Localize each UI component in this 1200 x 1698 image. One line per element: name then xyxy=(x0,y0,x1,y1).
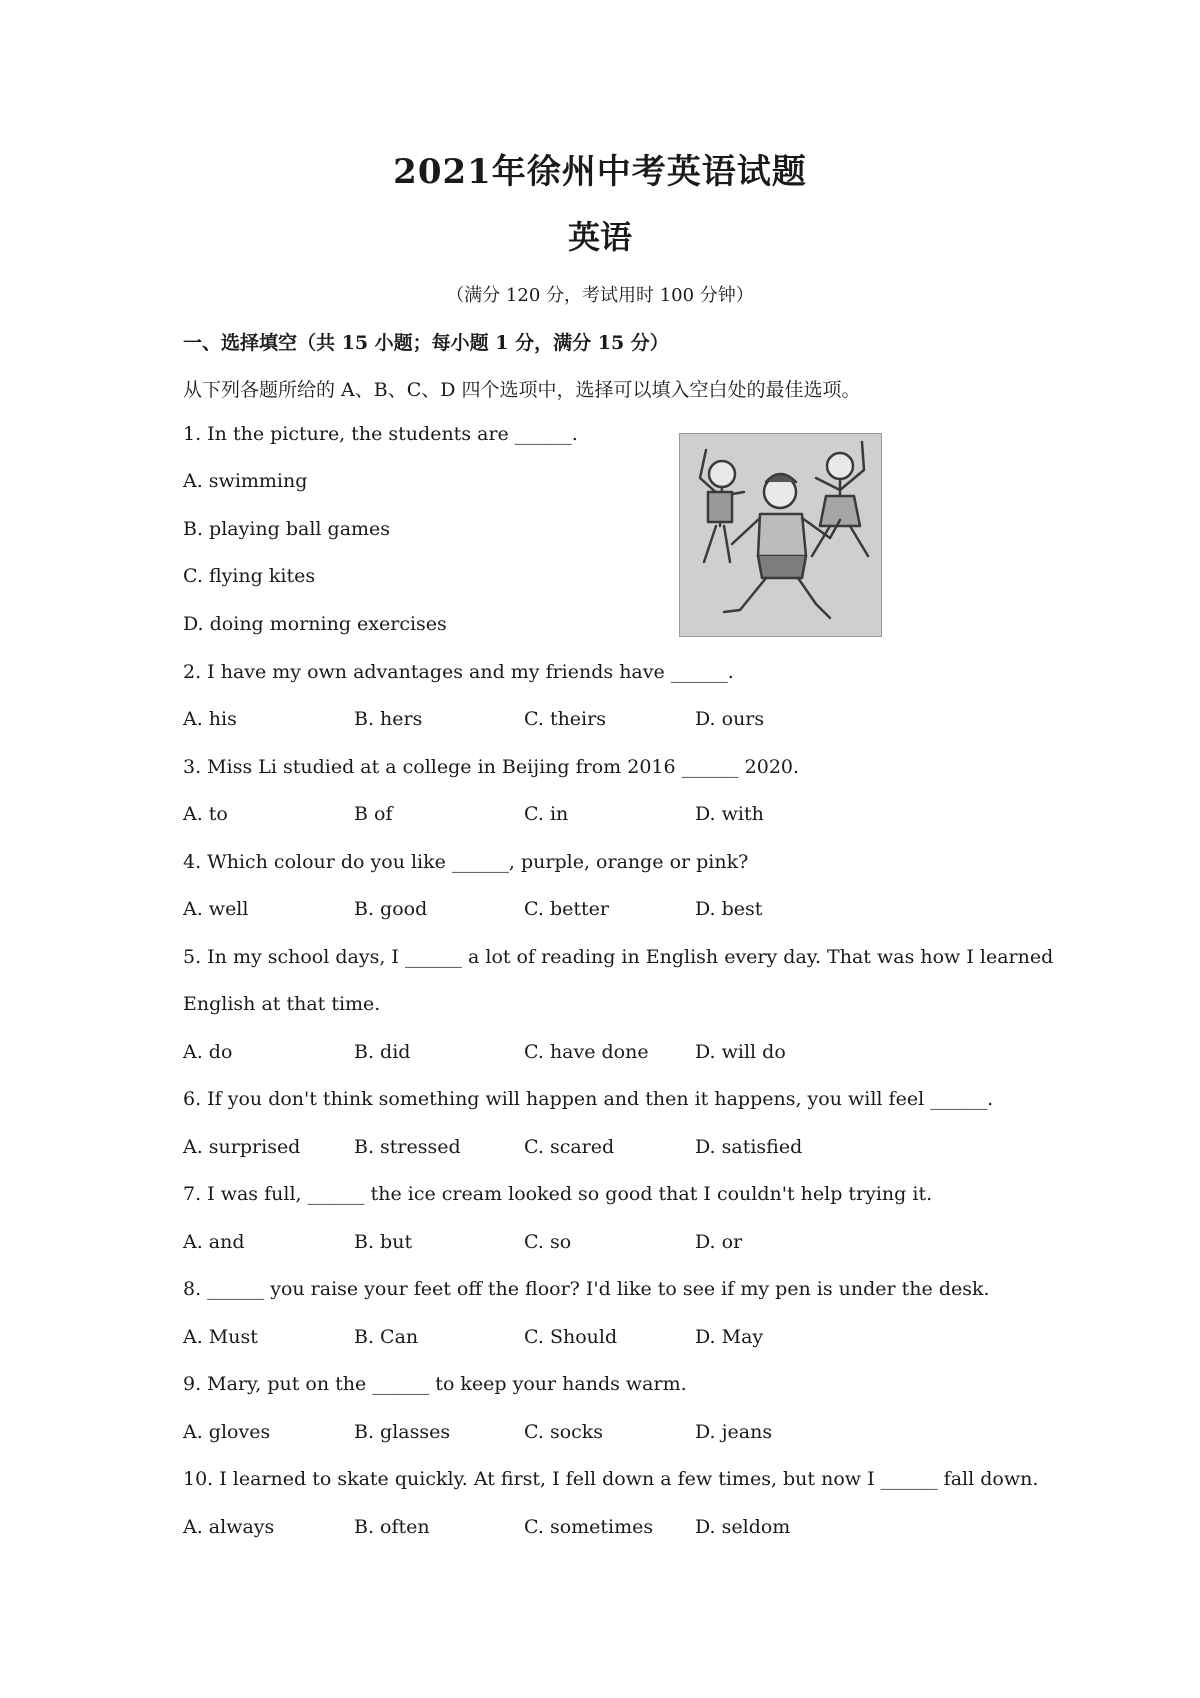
question-7-option-c: C. so xyxy=(524,1231,572,1253)
question-8-stem: 8. ______ you raise your feet off the floor? I'd like to see if my pen is under the desk. xyxy=(183,1278,990,1300)
question-1-option-d: D. doing morning exercises xyxy=(183,613,447,635)
question-1-option-b: B. playing ball games xyxy=(183,518,391,540)
question-6-stem: 6. If you don't think something will happen and then it happens, you will feel ______. xyxy=(183,1088,994,1110)
question-2-stem: 2. I have my own advantages and my friends have ______. xyxy=(183,661,734,683)
question-1-stem: 1. In the picture, the students are ______. xyxy=(183,423,578,445)
question-10-stem: 10. I learned to skate quickly. At first, I fell down a few times, but now I ______ fall down. xyxy=(183,1468,1039,1490)
question-8-option-b: B. Can xyxy=(354,1326,419,1348)
question-9-option-b: B. glasses xyxy=(354,1421,451,1443)
question-9-option-c: C. socks xyxy=(524,1421,604,1443)
question-5-option-d: D. will do xyxy=(695,1041,786,1063)
question-7-option-d: D. or xyxy=(695,1231,743,1253)
question-4-option-c: C. better xyxy=(524,898,609,920)
question-10-option-c: C. sometimes xyxy=(524,1516,654,1538)
question-9-option-d: D. jeans xyxy=(695,1421,773,1443)
question-6-option-d: D. satisfied xyxy=(695,1136,803,1158)
question-9-stem: 9. Mary, put on the ______ to keep your hands warm. xyxy=(183,1373,687,1395)
question-1-option-c: C. flying kites xyxy=(183,565,316,587)
question-5-option-b: B. did xyxy=(354,1041,411,1063)
question-4-stem: 4. Which colour do you like ______, purple, orange or pink? xyxy=(183,851,749,873)
question-1-option-a: A. swimming xyxy=(183,470,308,492)
question-8-option-c: C. Should xyxy=(524,1326,618,1348)
question-3-option-b: B of xyxy=(354,803,393,825)
question-9-option-a: A. gloves xyxy=(183,1421,271,1443)
question-7-option-b: B. but xyxy=(354,1231,413,1253)
question-5-option-a: A. do xyxy=(183,1041,233,1063)
question-4-option-b: B. good xyxy=(354,898,428,920)
question-2-option-d: D. ours xyxy=(695,708,765,730)
question-8-option-d: D. May xyxy=(695,1326,764,1348)
section-heading: 一、选择填空（共 15 小题；每小题 1 分，满分 15 分） xyxy=(183,332,669,354)
question-2-option-c: C. theirs xyxy=(524,708,606,730)
question-7-stem: 7. I was full, ______ the ice cream looked so good that I couldn't help trying it. xyxy=(183,1183,933,1205)
question-3-option-d: D. with xyxy=(695,803,764,825)
question-3-option-a: A. to xyxy=(183,803,228,825)
subject-title: 英语 xyxy=(567,218,632,256)
students-exercising-illustration xyxy=(679,433,882,637)
question-2-option-b: B. hers xyxy=(354,708,423,730)
question-4-option-d: D. best xyxy=(695,898,763,920)
question-6-option-b: B. stressed xyxy=(354,1136,461,1158)
question-6-option-c: C. scared xyxy=(524,1136,615,1158)
question-7-option-a: A. and xyxy=(183,1231,245,1253)
exam-info: （满分 120 分，考试用时 100 分钟） xyxy=(446,285,754,306)
question-6-option-a: A. surprised xyxy=(183,1136,301,1158)
question-8-option-a: A. Must xyxy=(183,1326,258,1348)
section-instruction: 从下列各题所给的 A、B、C、D 四个选项中，选择可以填入空白处的最佳选项。 xyxy=(183,379,861,401)
question-5-option-c: C. have done xyxy=(524,1041,649,1063)
question-10-option-d: D. seldom xyxy=(695,1516,791,1538)
question-3-stem: 3. Miss Li studied at a college in Beijing from 2016 ______ 2020. xyxy=(183,756,800,778)
question-2-option-a: A. his xyxy=(183,708,237,730)
question-10-option-a: A. always xyxy=(183,1516,275,1538)
question-5-stem: 5. In my school days, I ______ a lot of reading in English every day. That was how I learned xyxy=(183,946,1054,968)
question-10-option-b: B. often xyxy=(354,1516,430,1538)
question-3-option-c: C. in xyxy=(524,803,569,825)
page-title: 2021年徐州中考英语试题 xyxy=(393,152,807,192)
question-4-option-a: A. well xyxy=(183,898,249,920)
question-5-stem-continued: English at that time. xyxy=(183,993,381,1015)
